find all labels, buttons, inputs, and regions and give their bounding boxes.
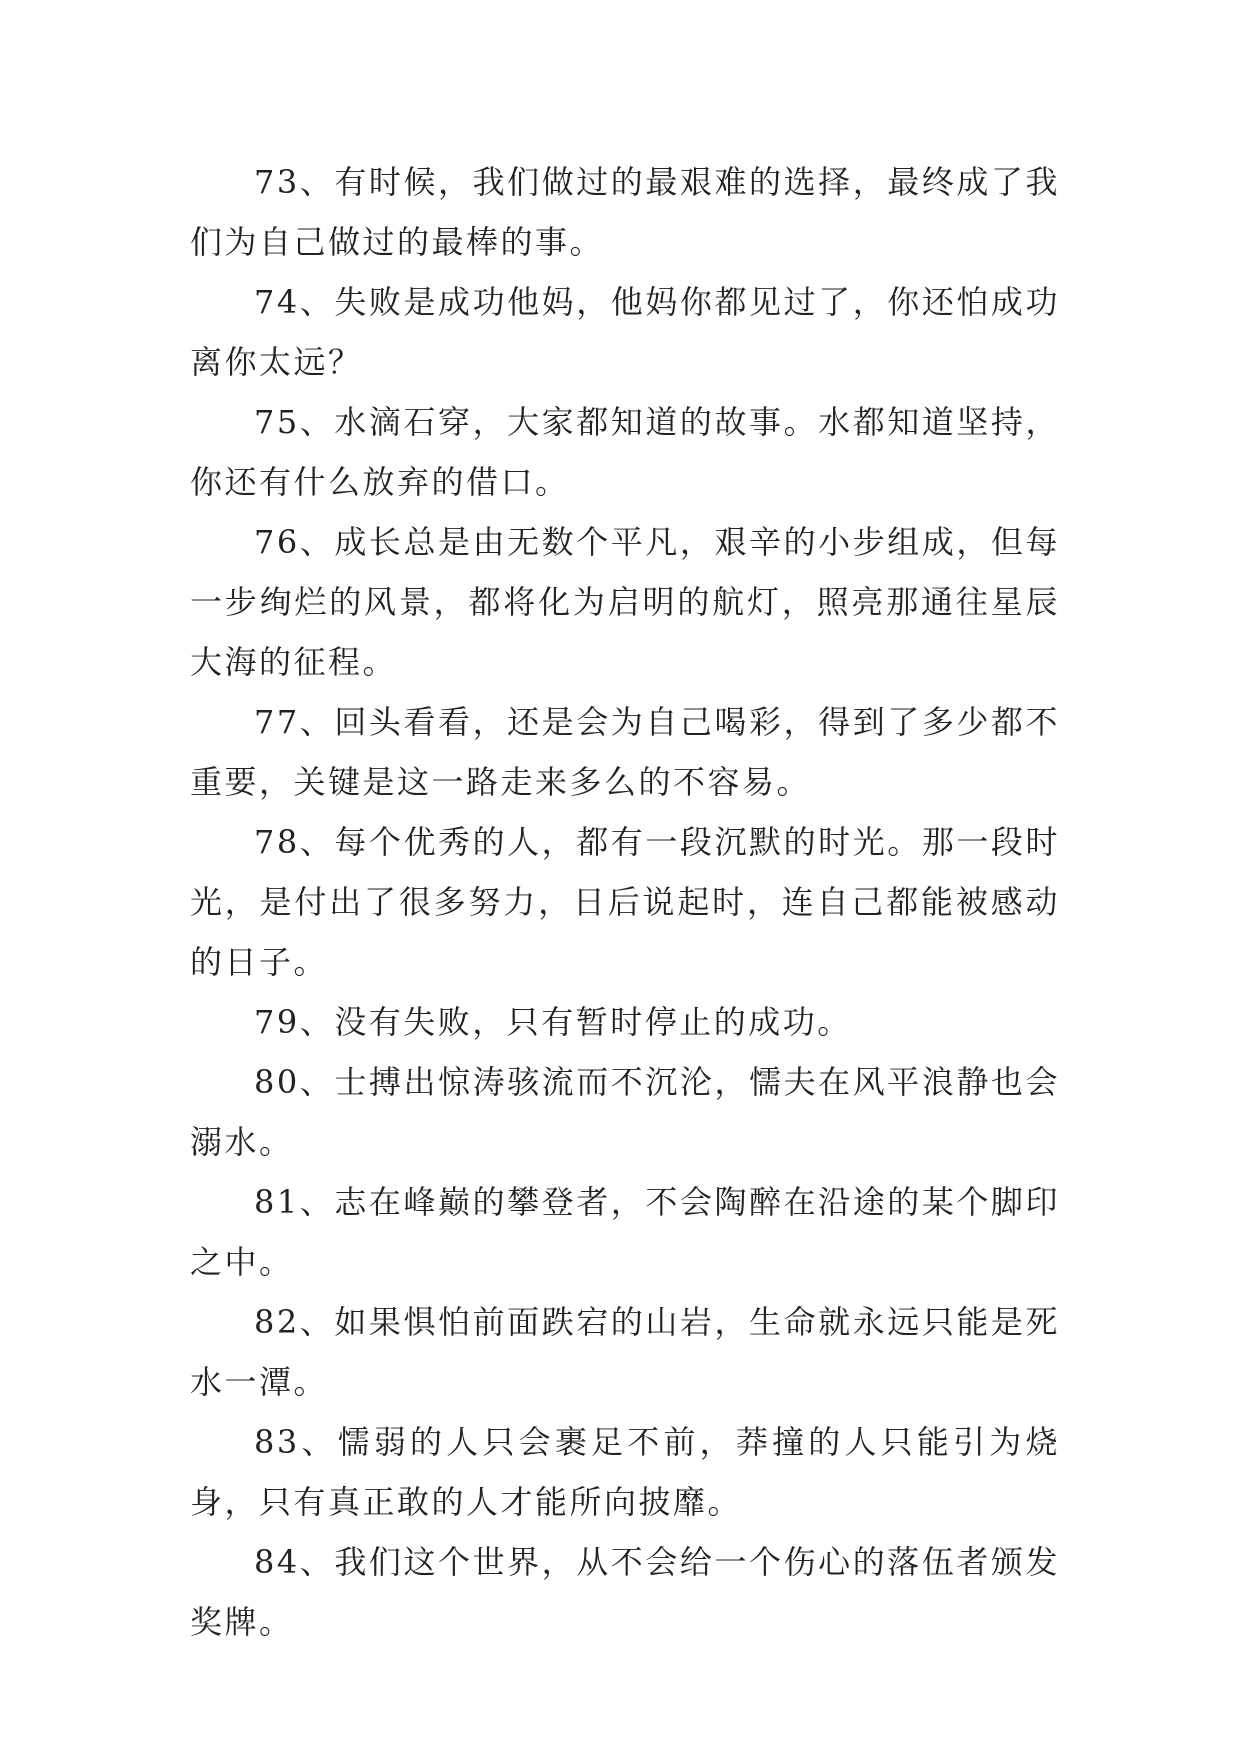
- paragraph-82: 82、如果惧怕前面跌宕的山岩，生命就永远只能是死水一潭。: [190, 1303, 1060, 1401]
- paragraph-73: 73、有时候，我们做过的最艰难的选择，最终成了我们为自己做过的最棒的事。: [190, 163, 1060, 261]
- paragraph-81: 81、志在峰巅的攀登者，不会陶醉在沿途的某个脚印之中。: [190, 1183, 1060, 1281]
- paragraph-75: 75、水滴石穿，大家都知道的故事。水都知道坚持，你还有什么放弃的借口。: [190, 403, 1060, 501]
- paragraph-83: 83、懦弱的人只会裹足不前，莽撞的人只能引为烧身，只有真正敢的人才能所向披靡。: [190, 1423, 1060, 1521]
- paragraph-84: 84、我们这个世界，从不会给一个伤心的落伍者颁发奖牌。: [190, 1543, 1060, 1641]
- paragraph-79: 79、没有失败，只有暂时停止的成功。: [254, 1003, 852, 1041]
- paragraph-78: 78、每个优秀的人，都有一段沉默的时光。那一段时光，是付出了很多努力，日后说起时，连自己都能被感动的日子。: [190, 823, 1060, 981]
- paragraph-77: 77、回头看看，还是会为自己喝彩，得到了多少都不重要，关键是这一路走来多么的不容易。: [190, 703, 1060, 801]
- paragraph-80: 80、士搏出惊涛骇流而不沉沦，懦夫在风平浪静也会溺水。: [190, 1063, 1060, 1161]
- paragraph-74: 74、失败是成功他妈，他妈你都见过了，你还怕成功离你太远？: [190, 283, 1060, 381]
- document-body: [190, 152, 1060, 1652]
- paragraph-76: 76、成长总是由无数个平凡，艰辛的小步组成，但每一步绚烂的风景，都将化为启明的航灯，照亮那通往星辰大海的征程。: [190, 523, 1060, 681]
